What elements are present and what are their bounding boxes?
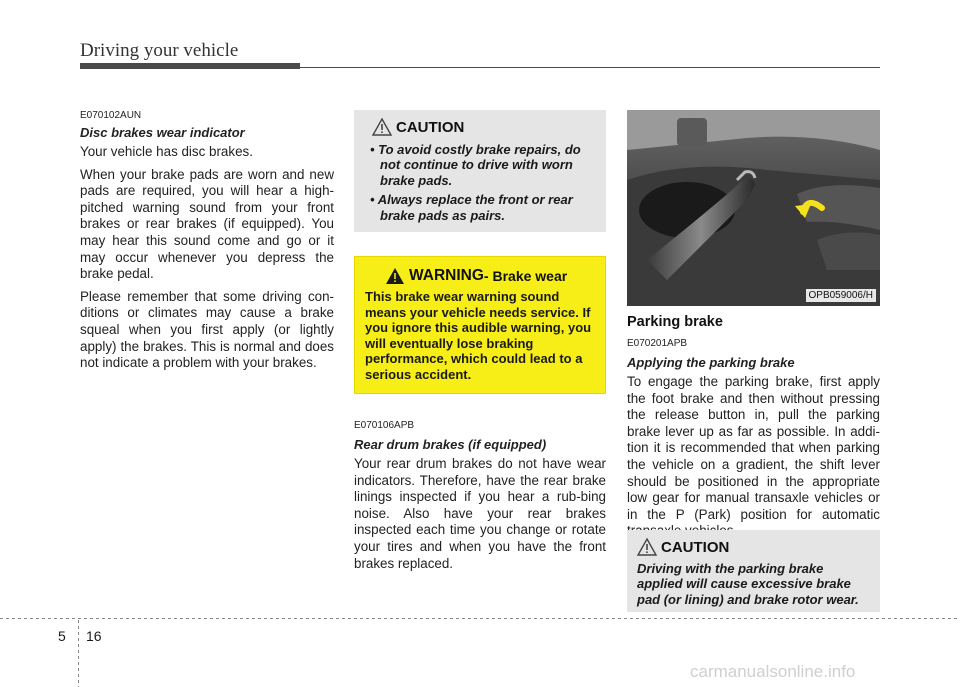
- section-subheading: Applying the parking brake: [627, 355, 795, 370]
- warning-triangle-icon: [637, 538, 657, 556]
- chapter-number: 5: [58, 628, 66, 644]
- paragraph: When your brake pads are worn and new pads are required, you will hear a high-pitched warning sound from your front brakes or rear brakes (if equipped). You may hear this sound come and go or it may occur whenever you depress the brake pedal.: [80, 166, 334, 282]
- parking-brake-photo: [627, 110, 880, 306]
- caution-title: CAUTION: [396, 118, 465, 136]
- paragraph: Your rear drum brakes do not have wear indicators. Therefore, have the rear brake linings inspected if you hear a rub-bing noise. Also have your rear brakes inspected each time you change or rotate your tires and when you have the front brakes replaced.: [354, 456, 606, 571]
- caution-box: [354, 110, 606, 232]
- middle-column: [354, 420, 606, 572]
- header-rule: [80, 67, 880, 68]
- paragraph: To engage the parking brake, first apply the foot brake and then without pressing the release button in, pull the parking brake lever up as far as possible. In addi-tion it is recommended that when parking the vehicle on a gradient, the shift lever should be positioned in the appropriate low gear for manual transaxle vehicles or in the P (Park) position for automatic: [627, 374, 880, 522]
- paragraph: Please remember that some driving con-ditions or climates may cause a brake squeal when you first apply (or lightly apply) the brakes. This is normal and does not indicate a problem with your brakes.: [80, 288, 334, 371]
- page-header-title: Driving your vehicle: [80, 40, 239, 61]
- caution-list: [364, 142, 596, 223]
- section-heading: Parking brake: [627, 314, 723, 330]
- caution-text: Driving with the parking brake applied will cause excessive brake pad (or lining) and brake rotor wear.: [637, 561, 859, 607]
- warning-text: This brake wear warning sound means your vehicle needs service. If you ignore this audible warning, you will eventually lose braking performance, which could lead to a serious accident.: [365, 289, 592, 382]
- warning-triangle-icon: [385, 267, 405, 285]
- caution-title: CAUTION: [661, 538, 730, 556]
- footer-rule: [0, 618, 960, 619]
- watermark: carmanualsonline.info: [690, 662, 856, 681]
- warning-title: WARNING: [409, 267, 484, 284]
- paragraph: Your vehicle has disc brakes.: [80, 144, 253, 159]
- warning-subtitle: - Brake wear: [483, 268, 568, 284]
- warning-triangle-icon: [372, 118, 392, 136]
- left-column: [80, 110, 334, 372]
- section-code: E070201APB: [627, 338, 688, 349]
- right-column: [627, 314, 880, 540]
- warning-box: [354, 256, 606, 394]
- section-code: E070106APB: [354, 420, 415, 431]
- caution-box: [627, 530, 880, 612]
- section-subheading: Rear drum brakes (if equipped): [354, 437, 547, 452]
- caution-item: • To avoid costly brake repairs, do not continue to drive with worn brake pads.: [370, 142, 581, 188]
- header-accent-bar: [80, 63, 300, 69]
- page-number: 16: [86, 628, 102, 644]
- image-code: OPB059006/H: [806, 289, 877, 302]
- section-code: E070102AUN: [80, 110, 142, 121]
- section-subheading: Disc brakes wear indicator: [80, 125, 245, 140]
- caution-item: • Always replace the front or rear brake pads as pairs.: [370, 192, 573, 223]
- footer-divider: [78, 620, 79, 687]
- parking-brake-illustration: [627, 110, 880, 306]
